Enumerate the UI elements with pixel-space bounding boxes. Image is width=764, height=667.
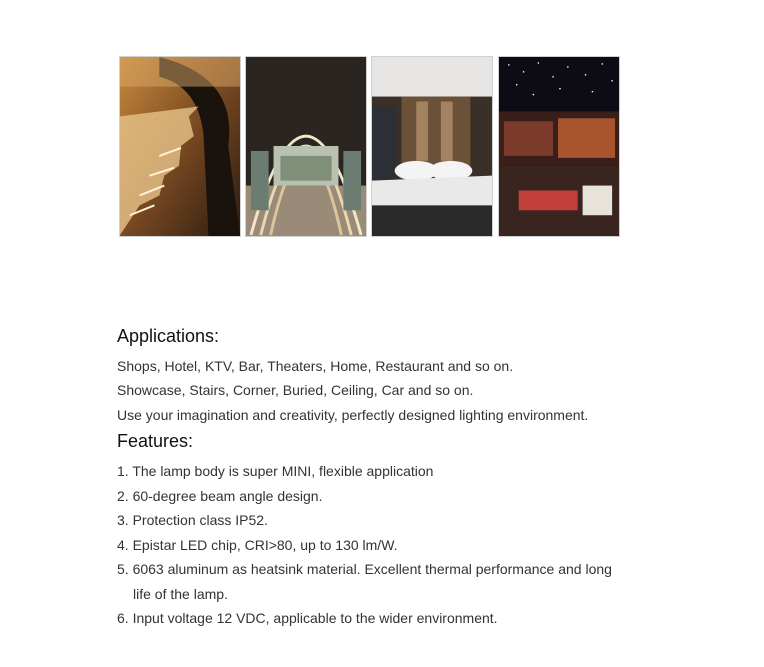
- staircase-photo: [119, 56, 241, 237]
- feature-item: 1. The lamp body is super MINI, flexible application: [117, 463, 434, 479]
- features-heading: Features:: [117, 431, 194, 451]
- bedroom-photo: [371, 56, 493, 237]
- bar-photo: [498, 56, 620, 237]
- feature-item: 3. Protection class IP52.: [117, 512, 268, 528]
- corridor-photo: [245, 56, 367, 237]
- applications-line: Showcase, Stairs, Corner, Buried, Ceiling, Car and so on.: [117, 382, 474, 398]
- feature-item: 4. Epistar LED chip, CRI>80, up to 130 lm/W.: [117, 537, 398, 553]
- applications-heading: Applications:: [117, 326, 220, 346]
- feature-item: 6. Input voltage 12 VDC, applicable to the wider environment.: [117, 610, 498, 626]
- applications-line: Shops, Hotel, KTV, Bar, Theaters, Home, Restaurant and so on.: [117, 358, 514, 374]
- feature-item: 2. 60-degree beam angle design.: [117, 488, 323, 504]
- feature-item: 5. 6063 aluminum as heatsink material. Excellent thermal performance and long: [117, 561, 612, 577]
- feature-item-continuation: life of the lamp.: [133, 586, 228, 602]
- applications-line: Use your imagination and creativity, perfectly designed lighting environment.: [117, 407, 589, 423]
